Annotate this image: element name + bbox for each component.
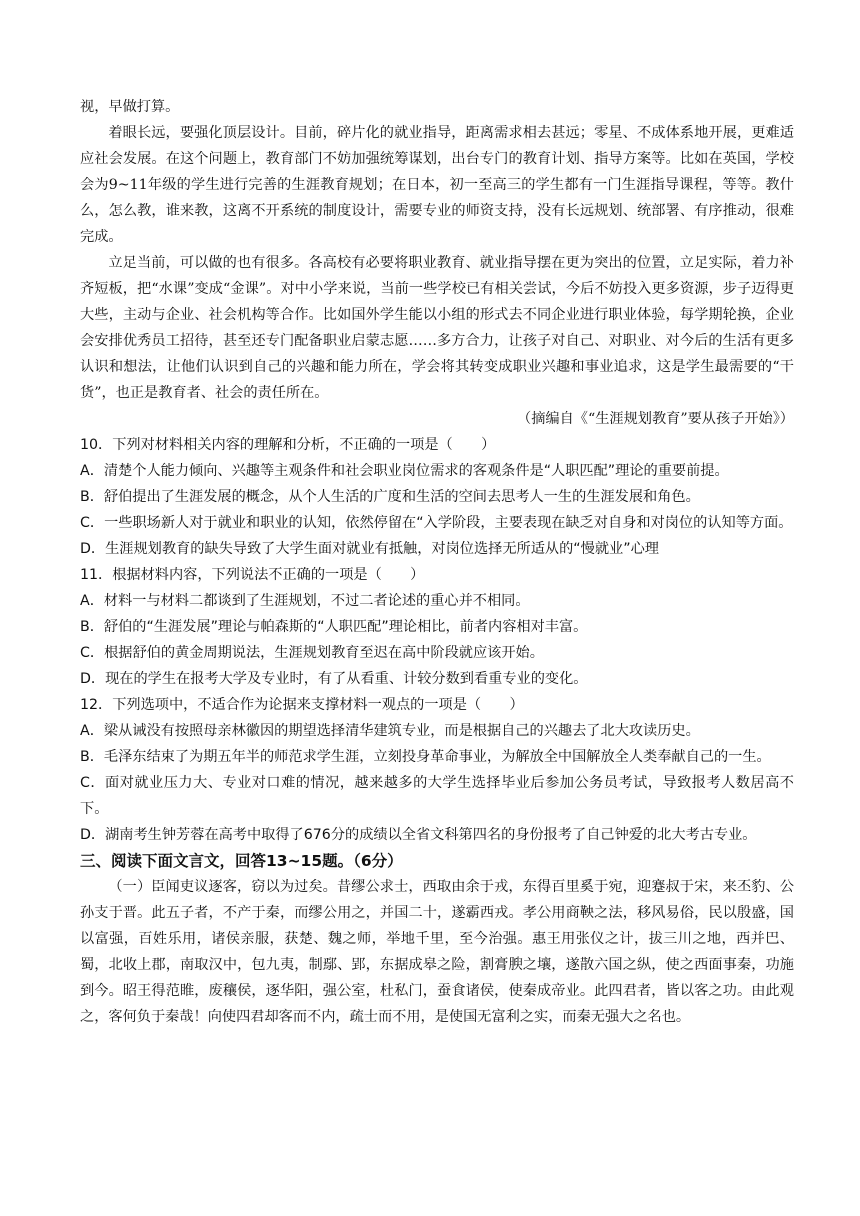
- question-stem: 11．根据材料内容，下列说法不正确的一项是（ ）: [80, 567, 425, 583]
- option-d: D．湖南考生钟芳蓉在高考中取得了676分的成绩以全省文科第四名的身份报考了自己钟爱的北大考古专业。: [80, 827, 757, 843]
- option-d: D．生涯规划教育的缺失导致了大学生面对就业有抵触，对岗位选择无所适从的“慢就业”心理: [80, 541, 659, 557]
- section-heading: 三、阅读下面文言文，回答13~15题。（6分）: [80, 852, 403, 870]
- question-10: [80, 432, 794, 562]
- passage-source: （摘编自《“生涯规划教育”要从孩子开始》）: [517, 411, 794, 427]
- question-stem: 10．下列对材料相关内容的理解和分析，不正确的一项是（ ）: [80, 437, 496, 453]
- question-11: [80, 562, 794, 692]
- option-c: C．面对就业压力大、专业对口难的情况，越来越多的大学生选择毕业后参加公务员考试，导致报考人数居高不下。: [80, 775, 794, 817]
- question-stem: 12．下列选项中，不适合作为论据来支撑材料一观点的一项是（ ）: [80, 697, 524, 713]
- option-b: B．舒伯提出了生涯发展的概念，从个人生活的广度和生活的空间去思考人一生的生涯发展和角色。: [80, 489, 700, 505]
- passage-paragraph-long-term: 着眼长远，要强化顶层设计。目前，碎片化的就业指导，距离需求相去甚远；零星、不成体系地开展，更难适应社会发展。在这个问题上，教育部门不妨加强统筹谋划，出台专门的教育计划、指导方案等。比如在英国，学校会为9~11年级的学生进行完善的生涯教育规划；在日本，初一至高三的学生都有一门生涯指导课程，等等。教什么，怎么教，谁来教，这离不开系统的制度设计，需要专业的师资支持，没有长远规划、统部署、有序推动，很难完成。: [80, 125, 794, 245]
- passage-paragraph-present: 立足当前，可以做的也有很多。各高校有必要将职业教育、就业指导摆在更为突出的位置，立足实际，着力补齐短板，把“水课”变成“金课”。对中小学来说，当前一些学校已有相关尝试，今后不妨投入更多资源，步子迈得更大些，主动与企业、社会机构等合作。比如国外学生能以小组的形式去不同企业进行职业体验，每学期轮换，企业会安排优秀员工招待，甚至还专门配备职业启蒙志愿……多方合力，让孩子对自己、对职业、对今后的生活有更多认识和想法，让他们认识到自己的兴趣和能力所在，学会将其转变成职业兴趣和事业追求，这是学生最需要的“干货”，也正是教育者、社会的责任所在。: [80, 255, 794, 401]
- option-a: A．梁从诫没有按照母亲林徽因的期望选择清华建筑专业，而是根据自己的兴趣去了北大攻读历史。: [80, 723, 700, 739]
- option-a: A．清楚个人能力倾向、兴趣等主观条件和社会职业岗位需求的客观条件是“人职匹配”理论的重要前提。: [80, 463, 729, 479]
- classical-text: （一）臣闻吏议逐客，窃以为过矣。昔缪公求士，西取由余于戎，东得百里奚于宛，迎蹇叔于宋，来丕豹、公孙支于晋。此五子者，不产于秦，而缪公用之，并国二十，遂霸西戎。孝公用商鞅之法，移风易俗，民以殷盛，国以富强，百姓乐用，诸侯亲服，获楚、魏之师，举地千里，至今治强。惠王用张仪之计，拔三川之地，西并巴、蜀，北收上郡，南取汉中，包九夷，制鄢、郢，东据成皋之险，割膏腴之壤，遂散六国之纵，使之西面事秦，功施到今。昭王得范睢，废穰侯，逐华阳，强公室，杜私门，蚕食诸侯，使秦成帝业。此四君者，皆以客之功。由此观之，客何负于秦哉！向使四君却客而不内，疏士而不用，是使国无富利之实，而秦无强大之名也。: [80, 879, 794, 1025]
- passage-continuation: 视，早做打算。: [80, 99, 180, 115]
- option-d: D．现在的学生在报考大学及专业时，有了从看重、计较分数到看重专业的变化。: [80, 671, 588, 687]
- option-b: B．毛泽东结束了为期五年半的师范求学生涯，立刻投身革命事业，为解放全中国解放全人类奉献自己的一生。: [80, 749, 771, 765]
- option-a: A．材料一与材料二都谈到了生涯规划，不过二者论述的重心并不相同。: [80, 593, 530, 609]
- option-c: C．根据舒伯的黄金周期说法，生涯规划教育至迟在高中阶段就应该开始。: [80, 645, 544, 661]
- question-12: [80, 692, 794, 848]
- option-c: C．一些职场新人对于就业和职业的认知，依然停留在“入学阶段，主要表现在缺乏对自身和对岗位的认知等方面。: [80, 515, 793, 531]
- document-body: [80, 94, 794, 1030]
- option-b: B．舒伯的“生涯发展”理论与帕森斯的“人职匹配”理论相比，前者内容相对丰富。: [80, 619, 588, 635]
